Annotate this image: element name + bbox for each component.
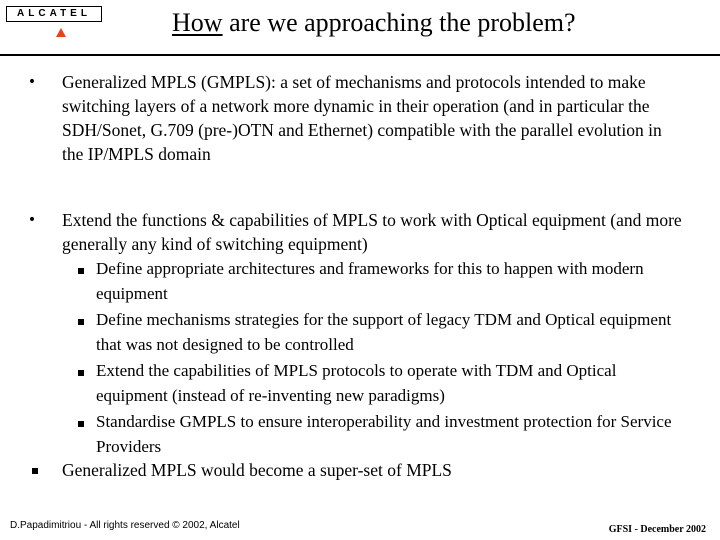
- square-bullet-icon: [78, 421, 84, 427]
- bullet-text: Extend the functions & capabilities of MPLS to work with Optical equipment (and more generally any kind of switching equipment): [62, 210, 682, 254]
- footer-event-date: GFSI - December 2002: [608, 524, 706, 535]
- logo-triangle-icon: [56, 28, 66, 37]
- square-bullet-icon: [78, 370, 84, 376]
- title-rest: are we approaching the problem?: [222, 8, 576, 37]
- logo-wordmark: ALCATEL: [6, 6, 102, 22]
- bullet-text: Generalized MPLS (GMPLS): a set of mechanisms and protocols intended to make switching layers of a network more dynamic in their operation (and in particular the SDH/Sonet, G.709 (pre-)OTN and Ethernet) compatible with the parallel evolution in the IP/MPLS domain: [62, 72, 662, 164]
- title-underlined-word: How: [172, 8, 223, 37]
- sub-bullet-standardise: Standardise GMPLS to ensure interoperability and investment protection for Service Providers: [96, 412, 672, 456]
- square-bullet-icon: [78, 268, 84, 274]
- alcatel-logo: [6, 6, 106, 42]
- bullet-extend-mpls: [27, 208, 682, 256]
- square-bullet-icon: [78, 319, 84, 325]
- bullet-dot-icon: •: [27, 74, 37, 90]
- bullet-superset: Generalized MPLS would become a super-set of MPLS: [62, 460, 452, 480]
- sub-bullet-architectures: Define appropriate architectures and frameworks for this to happen with modern equipment: [96, 259, 644, 303]
- sub-bullet-legacy-tdm: Define mechanisms strategies for the support of legacy TDM and Optical equipment that was not designed to be controlled: [96, 310, 672, 354]
- footer-copyright: D.Papadimitriou - All rights reserved © 2002, Alcatel: [10, 520, 240, 531]
- title-divider: [0, 54, 720, 56]
- square-bullet-icon: [32, 468, 38, 474]
- bullet-dot-icon: •: [27, 212, 37, 228]
- page-title: [172, 8, 712, 38]
- bullet-gmpls-definition: [27, 70, 682, 166]
- sub-bullet-extend-protocols: Extend the capabilities of MPLS protocols to operate with TDM and Optical equipment (instead of re-inventing new paradigms): [96, 361, 617, 405]
